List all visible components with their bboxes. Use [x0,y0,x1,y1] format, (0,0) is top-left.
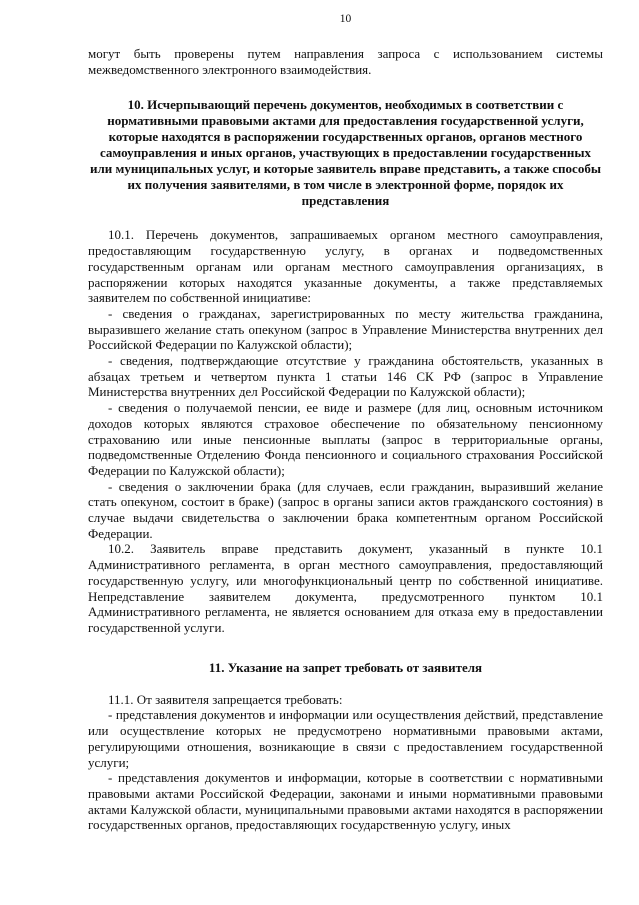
section-10-heading: 10. Исчерпывающий перечень документов, необходимых в соответствии с нормативными правовыми актами для предоставления государственной услуги, которые находятся в распоряжении государственных органов, органов местного самоуправления и иных органов, участвующих в предоставлении государственных или муниципальных услуг, и которые заявитель вправе представить, а также способы их получения заявителями, в том числе в электронной форме, порядок их представления [90,97,601,209]
page-number: 10 [339,13,352,25]
intro-paragraph: могут быть проверены путем направления запроса с использованием системы межведомственного электронного взаимодействия. [88,46,603,77]
list-item: - представления документов и информации, которые в соответствии с нормативными правовыми актами Российской Федерации, законами и иными нормативными правовыми актами Калужской области, муниципальными правовыми актами находятся в распоряжении государственных органов, предоставляющих государственную услугу, иных [88,770,603,833]
paragraph-10-2: 10.2. Заявитель вправе представить документ, указанный в пункте 10.1 Административного регламента, в орган местного самоуправления, предоставляющий государственную услугу, или многофункциональный центр по собственной инициативе. Непредставление заявителем документа, предусмотренного пунктом 10.1 Административного регламента, не является основанием для отказа ему в предоставлении государственной услуги. [88,541,603,635]
list-item: - сведения, подтверждающие отсутствие у гражданина обстоятельств, указанных в абзацах третьем и четвертом пункта 1 статьи 146 СК РФ (запрос в Управление Министерства внутренних дел Российской Федерации по Калужской области); [88,353,603,400]
list-item: - сведения о получаемой пенсии, ее виде и размере (для лиц, основным источником доходов которых являются страховое обеспечение по обязательному пенсионному страхованию или иные пенсионные выплаты (запрос в территориальные органы, подведомственные Отделению Фонда пенсионного и социального страхования Российской Федерации по Калужской области); [88,400,603,478]
paragraph-11-1: 11.1. От заявителя запрещается требовать: [108,691,343,707]
section-11-heading: 11. Указание на запрет требовать от заявителя [208,659,483,675]
list-item: - сведения о гражданах, зарегистрированных по месту жительства гражданина, выразившего желание стать опекуном (запрос в Управление Министерства внутренних дел Российской Федерации по Калужской области); [88,305,603,353]
list-item: - представления документов и информации или осуществления действий, представление или осуществление которых не предусмотрено нормативными правовыми актами, регулирующими отношения, возникающие в связи с предоставлением государственной услуги; [88,707,603,770]
paragraph-10-1: 10.1. Перечень документов, запрашиваемых органом местного самоуправления, предоставляющим государственную услугу, в органах и подведомственных государственным органам или органам местного самоуправления организациях, в распоряжении которых находятся указанные документы, а также представляемых заявителем по собственной инициативе: [88,227,603,306]
list-item: - сведения о заключении брака (для случаев, если гражданин, выразивший желание стать опекуном, состоит в браке) (запрос в органы записи актов гражданского состояния) в случае выдачи свидетельства о заключении брака компетентным органом Российской Федерации. [88,478,603,541]
